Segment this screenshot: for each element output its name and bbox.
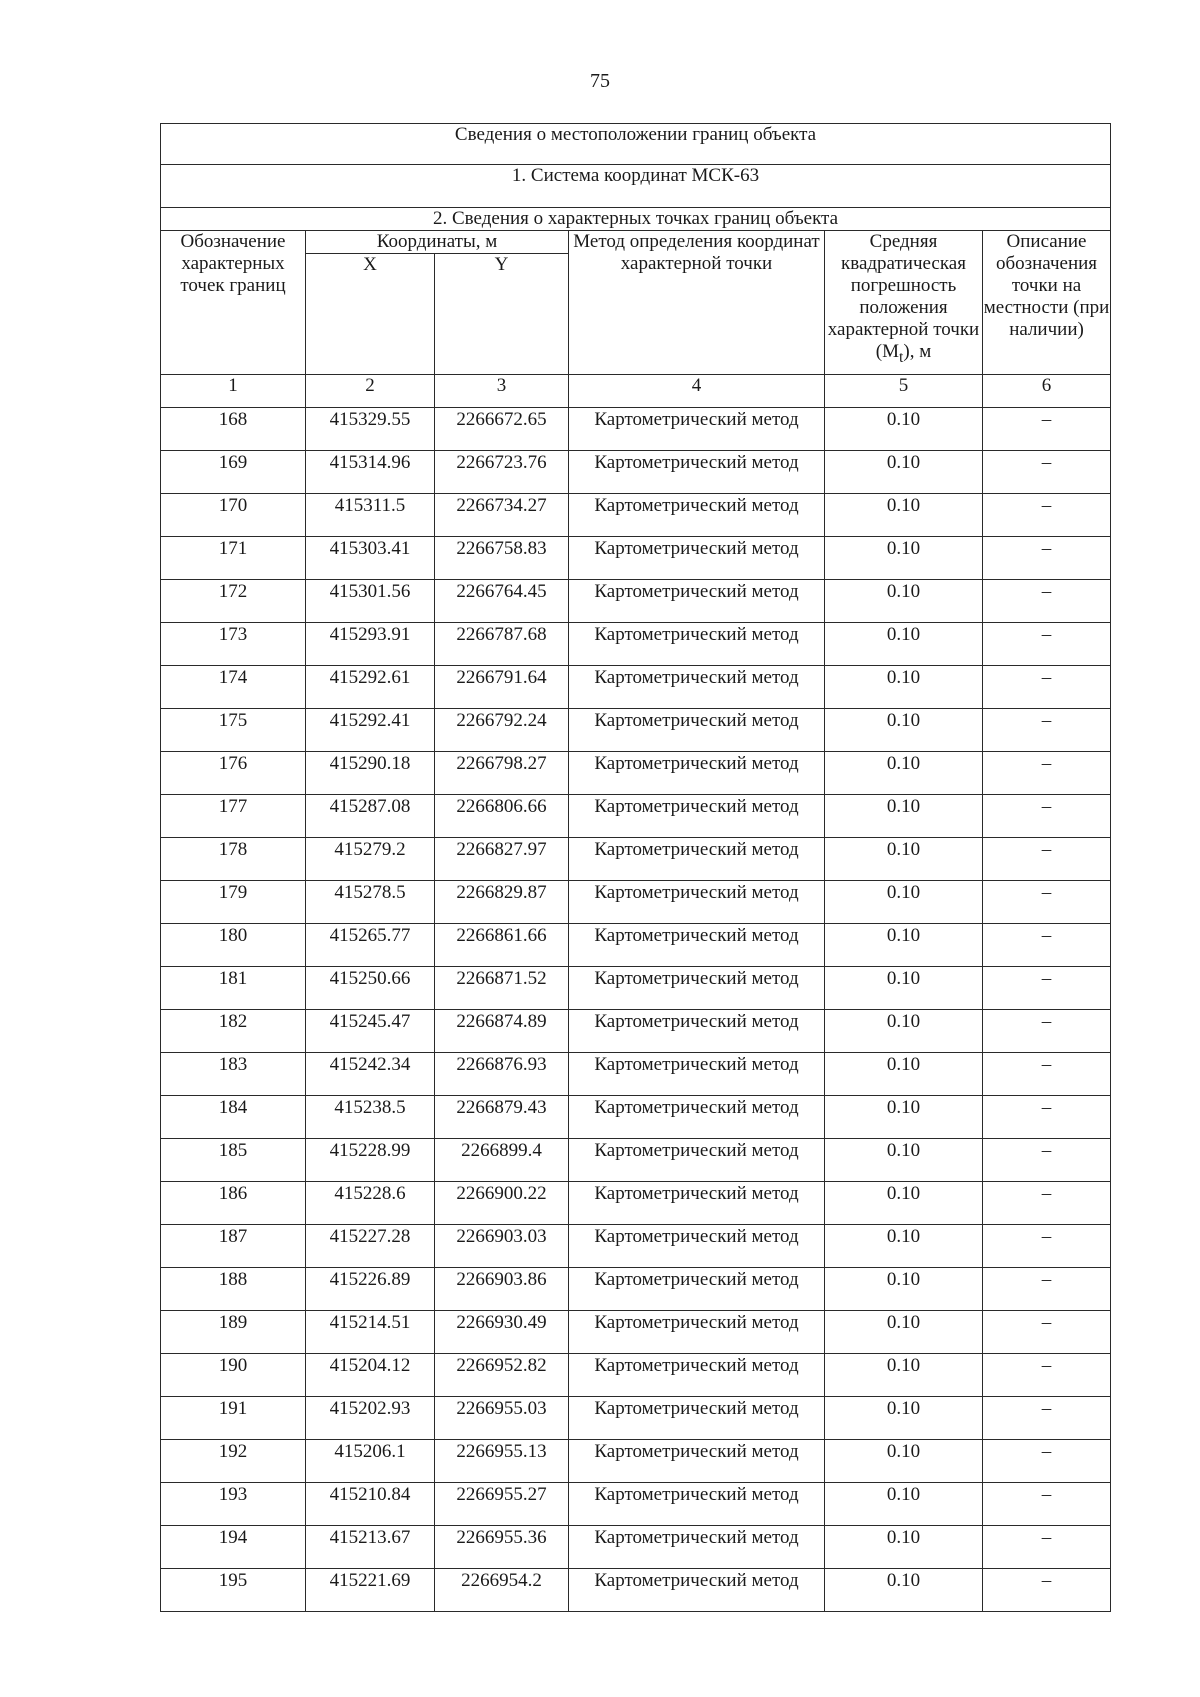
header-error-sub: t xyxy=(898,348,904,366)
description-cell: – xyxy=(983,666,1111,709)
y-coordinate-cell: 2266792.24 xyxy=(435,709,569,752)
y-coordinate-cell: 2266930.49 xyxy=(435,1311,569,1354)
error-cell: 0.10 xyxy=(825,623,983,666)
method-cell: Картометрический метод xyxy=(569,1440,825,1483)
point-id-cell: 193 xyxy=(161,1483,306,1526)
description-cell: – xyxy=(983,1354,1111,1397)
description-cell: – xyxy=(983,451,1111,494)
points-section-title: 2. Сведения о характерных точках границ объекта xyxy=(161,208,1111,231)
point-id-cell: 181 xyxy=(161,967,306,1010)
error-cell: 0.10 xyxy=(825,1182,983,1225)
description-cell: – xyxy=(983,1526,1111,1569)
x-coordinate-cell: 415311.5 xyxy=(306,494,435,537)
error-cell: 0.10 xyxy=(825,1354,983,1397)
header-coords: Координаты, м xyxy=(306,231,569,254)
x-coordinate-cell: 415290.18 xyxy=(306,752,435,795)
point-id-cell: 183 xyxy=(161,1053,306,1096)
error-cell: 0.10 xyxy=(825,537,983,580)
error-cell: 0.10 xyxy=(825,1139,983,1182)
point-id-cell: 174 xyxy=(161,666,306,709)
table-row xyxy=(161,666,1111,709)
header-error-tail: ), м xyxy=(903,341,932,362)
header-method: Метод определения координат характерной точки xyxy=(569,231,825,375)
page-number: 75 xyxy=(590,70,610,92)
title-row xyxy=(161,124,1111,165)
table-row xyxy=(161,1311,1111,1354)
point-id-cell: 173 xyxy=(161,623,306,666)
table-row xyxy=(161,1569,1111,1612)
y-coordinate-cell: 2266879.43 xyxy=(435,1096,569,1139)
method-cell: Картометрический метод xyxy=(569,752,825,795)
error-cell: 0.10 xyxy=(825,924,983,967)
y-coordinate-cell: 2266827.97 xyxy=(435,838,569,881)
point-id-cell: 170 xyxy=(161,494,306,537)
method-cell: Картометрический метод xyxy=(569,1225,825,1268)
boundary-points-table xyxy=(160,123,1111,1612)
table-row xyxy=(161,1483,1111,1526)
table-title: Сведения о местоположении границ объекта xyxy=(161,124,1111,165)
point-id-cell: 171 xyxy=(161,537,306,580)
header-y: Y xyxy=(435,254,569,375)
description-cell: – xyxy=(983,623,1111,666)
description-cell: – xyxy=(983,709,1111,752)
method-cell: Картометрический метод xyxy=(569,1182,825,1225)
y-coordinate-cell: 2266734.27 xyxy=(435,494,569,537)
table-row xyxy=(161,1053,1111,1096)
description-cell: – xyxy=(983,494,1111,537)
x-coordinate-cell: 415245.47 xyxy=(306,1010,435,1053)
header-point: Обозначение характерных точек границ xyxy=(161,231,306,375)
description-cell: – xyxy=(983,1397,1111,1440)
description-cell: – xyxy=(983,924,1111,967)
table-row xyxy=(161,795,1111,838)
description-cell: – xyxy=(983,1139,1111,1182)
point-id-cell: 169 xyxy=(161,451,306,494)
point-id-cell: 182 xyxy=(161,1010,306,1053)
point-id-cell: 188 xyxy=(161,1268,306,1311)
description-cell: – xyxy=(983,580,1111,623)
column-number: 5 xyxy=(825,375,983,408)
y-coordinate-cell: 2266955.13 xyxy=(435,1440,569,1483)
error-cell: 0.10 xyxy=(825,881,983,924)
table-row xyxy=(161,1268,1111,1311)
y-coordinate-cell: 2266955.27 xyxy=(435,1483,569,1526)
x-coordinate-cell: 415292.61 xyxy=(306,666,435,709)
error-cell: 0.10 xyxy=(825,1311,983,1354)
x-coordinate-cell: 415204.12 xyxy=(306,1354,435,1397)
table-row xyxy=(161,924,1111,967)
method-cell: Картометрический метод xyxy=(569,1397,825,1440)
header-x: X xyxy=(306,254,435,375)
table-row xyxy=(161,1139,1111,1182)
x-coordinate-cell: 415329.55 xyxy=(306,408,435,451)
error-cell: 0.10 xyxy=(825,795,983,838)
description-cell: – xyxy=(983,1182,1111,1225)
x-coordinate-cell: 415214.51 xyxy=(306,1311,435,1354)
x-coordinate-cell: 415238.5 xyxy=(306,1096,435,1139)
x-coordinate-cell: 415206.1 xyxy=(306,1440,435,1483)
error-cell: 0.10 xyxy=(825,838,983,881)
x-coordinate-cell: 415226.89 xyxy=(306,1268,435,1311)
description-cell: – xyxy=(983,1268,1111,1311)
header-error-main: Средняя квадратическая погрешность положения характерной точки (М xyxy=(827,231,980,362)
method-cell: Картометрический метод xyxy=(569,924,825,967)
table-row xyxy=(161,1526,1111,1569)
method-cell: Картометрический метод xyxy=(569,580,825,623)
method-cell: Картометрический метод xyxy=(569,1053,825,1096)
error-cell: 0.10 xyxy=(825,1397,983,1440)
table-row xyxy=(161,451,1111,494)
method-cell: Картометрический метод xyxy=(569,1483,825,1526)
x-coordinate-cell: 415228.6 xyxy=(306,1182,435,1225)
y-coordinate-cell: 2266798.27 xyxy=(435,752,569,795)
x-coordinate-cell: 415213.67 xyxy=(306,1526,435,1569)
coordinate-system: 1. Система координат МСК-63 xyxy=(161,165,1111,208)
x-coordinate-cell: 415293.91 xyxy=(306,623,435,666)
y-coordinate-cell: 2266952.82 xyxy=(435,1354,569,1397)
y-coordinate-cell: 2266787.68 xyxy=(435,623,569,666)
table-row xyxy=(161,1225,1111,1268)
error-cell: 0.10 xyxy=(825,1096,983,1139)
description-cell: – xyxy=(983,752,1111,795)
x-coordinate-cell: 415265.77 xyxy=(306,924,435,967)
table-body xyxy=(161,124,1111,1612)
x-coordinate-cell: 415292.41 xyxy=(306,709,435,752)
y-coordinate-cell: 2266903.03 xyxy=(435,1225,569,1268)
error-cell: 0.10 xyxy=(825,666,983,709)
error-cell: 0.10 xyxy=(825,1483,983,1526)
point-id-cell: 187 xyxy=(161,1225,306,1268)
table-row xyxy=(161,967,1111,1010)
method-cell: Картометрический метод xyxy=(569,408,825,451)
method-cell: Картометрический метод xyxy=(569,1139,825,1182)
description-cell: – xyxy=(983,1053,1111,1096)
coordinate-system-row xyxy=(161,165,1111,208)
x-coordinate-cell: 415287.08 xyxy=(306,795,435,838)
table-row xyxy=(161,1182,1111,1225)
error-cell: 0.10 xyxy=(825,1526,983,1569)
method-cell: Картометрический метод xyxy=(569,1311,825,1354)
x-coordinate-cell: 415242.34 xyxy=(306,1053,435,1096)
y-coordinate-cell: 2266900.22 xyxy=(435,1182,569,1225)
x-coordinate-cell: 415250.66 xyxy=(306,967,435,1010)
method-cell: Картометрический метод xyxy=(569,881,825,924)
y-coordinate-cell: 2266955.36 xyxy=(435,1526,569,1569)
method-cell: Картометрический метод xyxy=(569,666,825,709)
point-id-cell: 179 xyxy=(161,881,306,924)
y-coordinate-cell: 2266899.4 xyxy=(435,1139,569,1182)
x-coordinate-cell: 415228.99 xyxy=(306,1139,435,1182)
table-row xyxy=(161,580,1111,623)
y-coordinate-cell: 2266758.83 xyxy=(435,537,569,580)
description-cell: – xyxy=(983,1569,1111,1612)
table-row xyxy=(161,1354,1111,1397)
method-cell: Картометрический метод xyxy=(569,1268,825,1311)
description-cell: – xyxy=(983,537,1111,580)
x-coordinate-cell: 415279.2 xyxy=(306,838,435,881)
description-cell: – xyxy=(983,1311,1111,1354)
description-cell: – xyxy=(983,1440,1111,1483)
x-coordinate-cell: 415221.69 xyxy=(306,1569,435,1612)
description-cell: – xyxy=(983,1010,1111,1053)
error-cell: 0.10 xyxy=(825,709,983,752)
method-cell: Картометрический метод xyxy=(569,795,825,838)
point-id-cell: 176 xyxy=(161,752,306,795)
column-number: 3 xyxy=(435,375,569,408)
point-id-cell: 175 xyxy=(161,709,306,752)
y-coordinate-cell: 2266672.65 xyxy=(435,408,569,451)
y-coordinate-cell: 2266954.2 xyxy=(435,1569,569,1612)
method-cell: Картометрический метод xyxy=(569,967,825,1010)
column-number: 1 xyxy=(161,375,306,408)
y-coordinate-cell: 2266903.86 xyxy=(435,1268,569,1311)
description-cell: – xyxy=(983,1225,1111,1268)
table-row xyxy=(161,1440,1111,1483)
header-description: Описание обозначения точки на местности (при наличии) xyxy=(983,231,1111,375)
y-coordinate-cell: 2266871.52 xyxy=(435,967,569,1010)
method-cell: Картометрический метод xyxy=(569,1569,825,1612)
point-id-cell: 192 xyxy=(161,1440,306,1483)
description-cell: – xyxy=(983,795,1111,838)
error-cell: 0.10 xyxy=(825,1225,983,1268)
table-row xyxy=(161,408,1111,451)
error-cell: 0.10 xyxy=(825,580,983,623)
method-cell: Картометрический метод xyxy=(569,623,825,666)
description-cell: – xyxy=(983,838,1111,881)
error-cell: 0.10 xyxy=(825,494,983,537)
method-cell: Картометрический метод xyxy=(569,1096,825,1139)
y-coordinate-cell: 2266955.03 xyxy=(435,1397,569,1440)
y-coordinate-cell: 2266764.45 xyxy=(435,580,569,623)
point-id-cell: 178 xyxy=(161,838,306,881)
error-cell: 0.10 xyxy=(825,752,983,795)
y-coordinate-cell: 2266874.89 xyxy=(435,1010,569,1053)
point-id-cell: 194 xyxy=(161,1526,306,1569)
table-row xyxy=(161,623,1111,666)
column-numbers-row xyxy=(161,375,1111,408)
error-cell: 0.10 xyxy=(825,1010,983,1053)
error-cell: 0.10 xyxy=(825,1569,983,1612)
error-cell: 0.10 xyxy=(825,1268,983,1311)
header-row xyxy=(161,231,1111,254)
table-row xyxy=(161,709,1111,752)
point-id-cell: 177 xyxy=(161,795,306,838)
table-row xyxy=(161,1096,1111,1139)
table-row xyxy=(161,1397,1111,1440)
column-number: 4 xyxy=(569,375,825,408)
y-coordinate-cell: 2266806.66 xyxy=(435,795,569,838)
point-id-cell: 186 xyxy=(161,1182,306,1225)
points-section-row xyxy=(161,208,1111,231)
method-cell: Картометрический метод xyxy=(569,1354,825,1397)
x-coordinate-cell: 415303.41 xyxy=(306,537,435,580)
table-row xyxy=(161,881,1111,924)
method-cell: Картометрический метод xyxy=(569,709,825,752)
x-coordinate-cell: 415227.28 xyxy=(306,1225,435,1268)
y-coordinate-cell: 2266791.64 xyxy=(435,666,569,709)
point-id-cell: 185 xyxy=(161,1139,306,1182)
method-cell: Картометрический метод xyxy=(569,838,825,881)
point-id-cell: 190 xyxy=(161,1354,306,1397)
point-id-cell: 172 xyxy=(161,580,306,623)
x-coordinate-cell: 415202.93 xyxy=(306,1397,435,1440)
point-id-cell: 180 xyxy=(161,924,306,967)
x-coordinate-cell: 415278.5 xyxy=(306,881,435,924)
description-cell: – xyxy=(983,408,1111,451)
column-number: 2 xyxy=(306,375,435,408)
table-row xyxy=(161,1010,1111,1053)
error-cell: 0.10 xyxy=(825,451,983,494)
error-cell: 0.10 xyxy=(825,967,983,1010)
point-id-cell: 191 xyxy=(161,1397,306,1440)
y-coordinate-cell: 2266876.93 xyxy=(435,1053,569,1096)
y-coordinate-cell: 2266829.87 xyxy=(435,881,569,924)
y-coordinate-cell: 2266861.66 xyxy=(435,924,569,967)
error-cell: 0.10 xyxy=(825,1440,983,1483)
point-id-cell: 184 xyxy=(161,1096,306,1139)
header-error xyxy=(825,231,983,375)
x-coordinate-cell: 415314.96 xyxy=(306,451,435,494)
method-cell: Картометрический метод xyxy=(569,1010,825,1053)
x-coordinate-cell: 415301.56 xyxy=(306,580,435,623)
table-row xyxy=(161,494,1111,537)
y-coordinate-cell: 2266723.76 xyxy=(435,451,569,494)
method-cell: Картометрический метод xyxy=(569,1526,825,1569)
table-row xyxy=(161,752,1111,795)
description-cell: – xyxy=(983,881,1111,924)
method-cell: Картометрический метод xyxy=(569,537,825,580)
description-cell: – xyxy=(983,1096,1111,1139)
method-cell: Картометрический метод xyxy=(569,451,825,494)
table-row xyxy=(161,537,1111,580)
error-cell: 0.10 xyxy=(825,408,983,451)
point-id-cell: 189 xyxy=(161,1311,306,1354)
error-cell: 0.10 xyxy=(825,1053,983,1096)
column-number: 6 xyxy=(983,375,1111,408)
description-cell: – xyxy=(983,1483,1111,1526)
point-id-cell: 168 xyxy=(161,408,306,451)
method-cell: Картометрический метод xyxy=(569,494,825,537)
description-cell: – xyxy=(983,967,1111,1010)
point-id-cell: 195 xyxy=(161,1569,306,1612)
table-row xyxy=(161,838,1111,881)
x-coordinate-cell: 415210.84 xyxy=(306,1483,435,1526)
